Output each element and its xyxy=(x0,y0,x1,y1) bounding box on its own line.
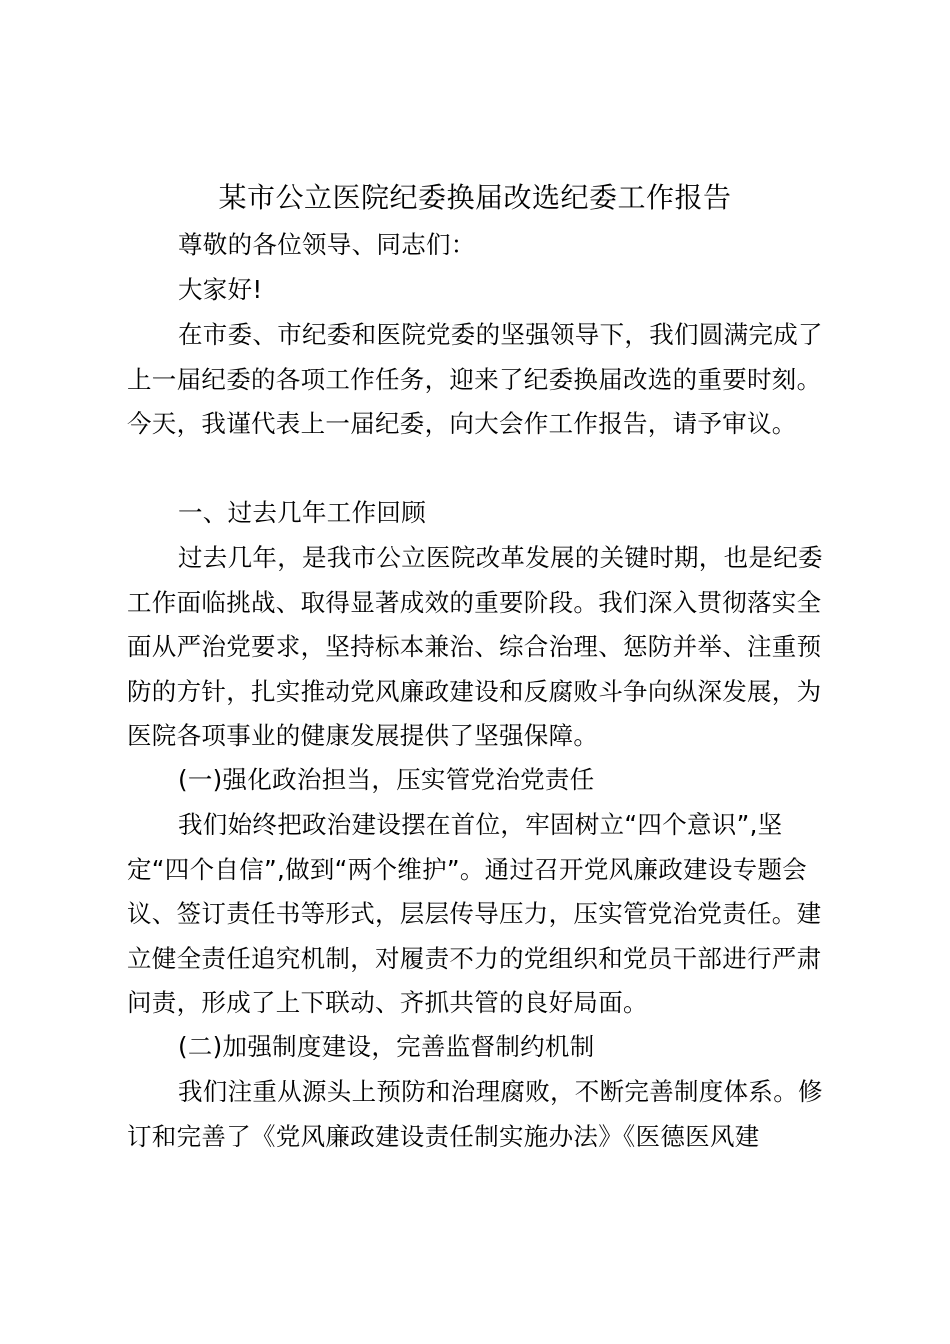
subsection-heading-2: (二)加强制度建设，完善监督制约机制 xyxy=(178,1032,595,1061)
subsection-2-paragraph: 我们注重从源头上预防和治理腐败，不断完善制度体系。修订和完善了《党风廉政建设责任制实施办法》《医德医风建 xyxy=(127,1077,823,1151)
subsection-heading-1: (一)强化政治担当，压实管党治党责任 xyxy=(178,765,595,794)
intro-paragraph: 在市委、市纪委和医院党委的坚强领导下，我们圆满完成了上一届纪委的各项工作任务，迎来了纪委换届改选的重要时刻。今天，我谨代表上一届纪委，向大会作工作报告，请予审议。 xyxy=(127,320,823,438)
document-title: 某市公立医院纪委换届改选纪委工作报告 xyxy=(218,181,732,214)
greeting: 大家好! xyxy=(178,275,263,304)
subsection-1-paragraph: 我们始终把政治建设摆在首位，牢固树立“四个意识”,坚定“四个自信”,做到“两个维护”。通过召开党风廉政建设专题会议、签订责任书等形式，层层传导压力，压实管党治党责任。建立健全责任追究机制，对履责不力的党组织和党员干部进行严肃问责，形成了上下联动、齐抓共管的良好局面。 xyxy=(127,810,822,1017)
salutation: 尊敬的各位领导、同志们： xyxy=(178,230,476,259)
section-heading-review: 一、过去几年工作回顾 xyxy=(178,498,426,527)
review-paragraph: 过去几年，是我市公立医院改革发展的关键时期，也是纪委工作面临挑战、取得显著成效的重要阶段。我们深入贯彻落实全面从严治党要求，坚持标本兼治、综合治理、惩防并举、注重预防的方针，扎实推动党风廉政建设和反腐败斗争向纵深发展，为医院各项事业的健康发展提供了坚强保障。 xyxy=(127,543,823,750)
